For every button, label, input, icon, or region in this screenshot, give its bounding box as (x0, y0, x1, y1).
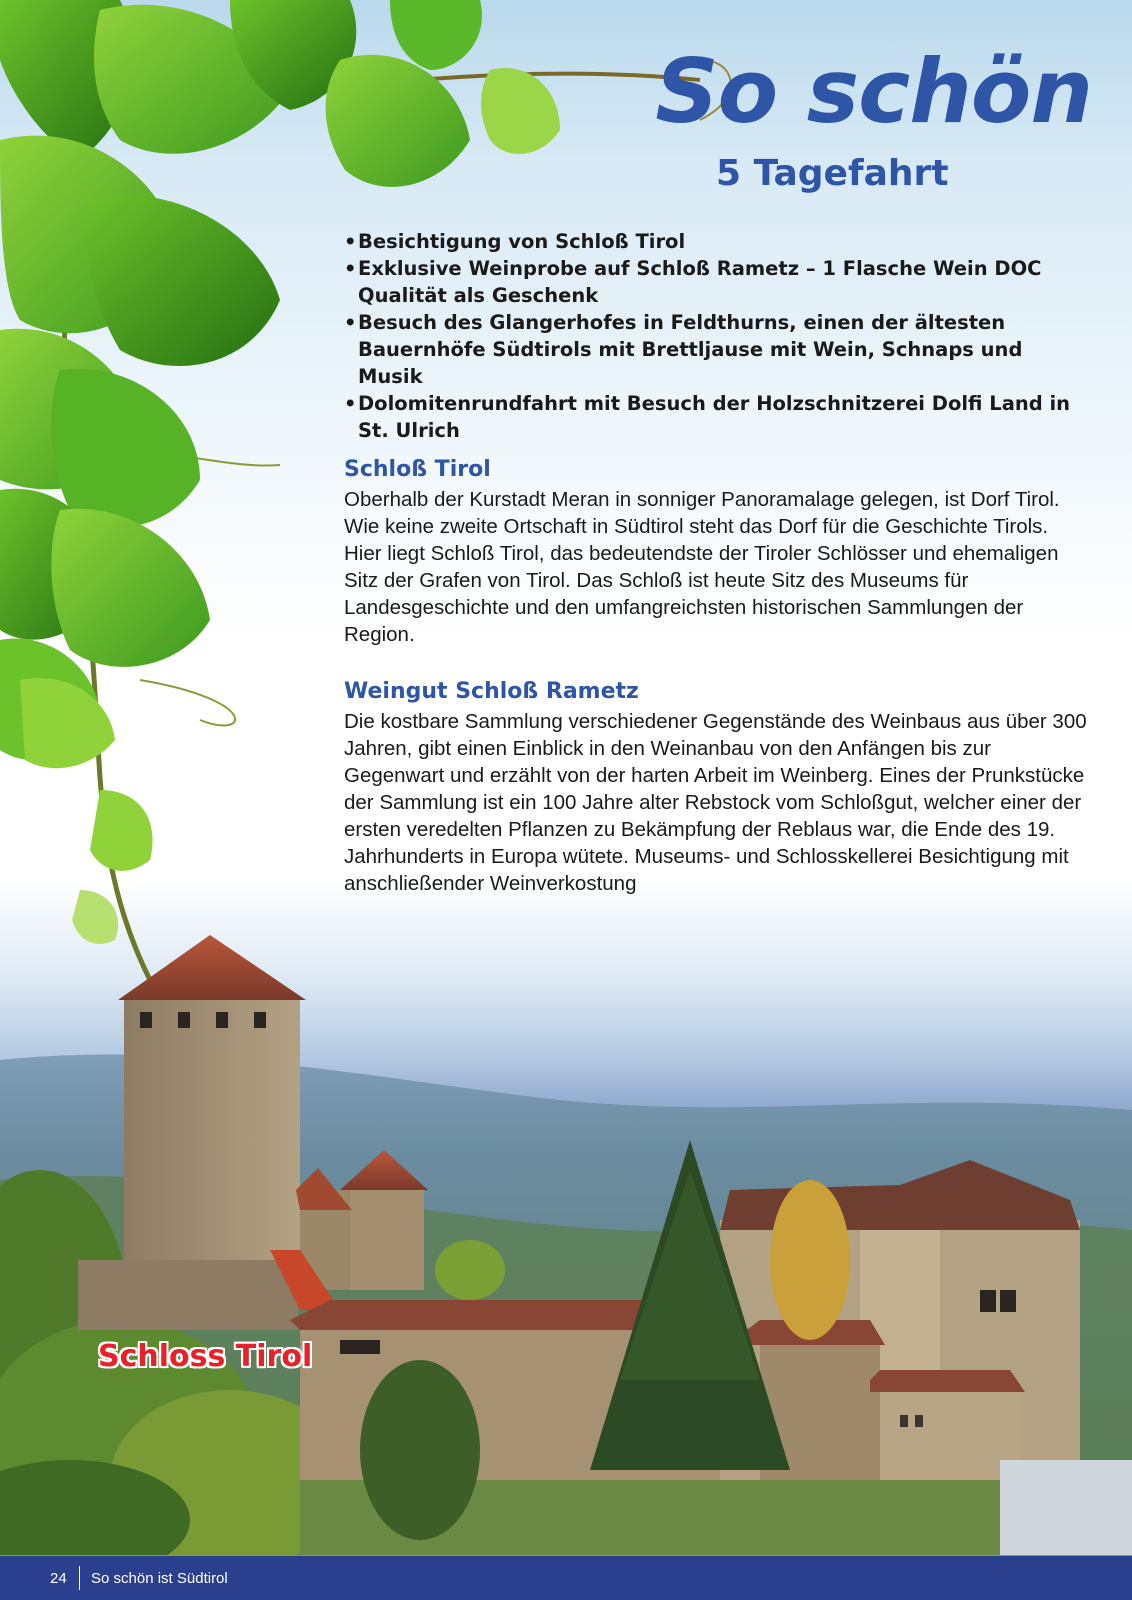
section-heading: Schloß Tirol (344, 457, 491, 482)
photo-caption: Schloss Tirol (98, 1339, 313, 1374)
page-number: 24 (50, 1570, 67, 1587)
section-body: Oberhalb der Kurstadt Meran in sonniger Panoramalage gelegen, ist Dorf Tirol. Wie keine zweite Ortschaft in Südtirol steht das Dorf für die Geschichte Tirols. Hier liegt Schloß Tirol, das bedeutendste der Tiroler Schlösser und ehemaligen Sitz der Grafen von Tirol. Das Schloß ist heute Sitz des Museums für Landesgeschichte und den umfangreichsten historischen Sammlungen der Region. (344, 488, 1060, 646)
section-body: Die kostbare Sammlung verschiedener Gegenstände des Weinbaus aus über 300 Jahren, gibt einen Einblick in den Weinanbau von den Anfängen bis zur Gegenwart und erzählt von der harten Arbeit im Weinberg. Eines der Prunkstücke der Sammlung ist ein 100 Jahre alter Rebstock vom Schloßgut, welcher einer der ersten veredelten Pflanzen zu Bekämpfung der Reblaus war, die Ende des 19. Jahrhunderts in Europa wütete. Museums- und Schlosskellerei Besichtigung mit anschließender Weinverkostung (344, 710, 1087, 895)
page-subtitle: 5 Tagefahrt (716, 153, 949, 194)
highlight-item: • Dolomitenrundfahrt mit Besuch der Holzschnitzerei Dolfi Land in St. Ulrich (344, 390, 1084, 444)
highlights-list (344, 228, 1084, 444)
page-title: So schön (655, 40, 1092, 143)
highlight-item: • Exklusive Weinprobe auf Schloß Rametz – 1 Flasche Wein DOC Qualität als Geschenk (344, 255, 1084, 309)
footer-divider (79, 1566, 80, 1590)
highlight-item: • Besichtigung von Schloß Tirol (344, 228, 1084, 255)
section-schloss-tirol (344, 456, 1090, 648)
running-title: So schön ist Südtirol (91, 1570, 228, 1587)
section-heading: Weingut Schloß Rametz (344, 679, 639, 704)
page-footer (0, 1556, 1132, 1600)
section-weingut-schloss-rametz (344, 678, 1090, 897)
highlight-item: • Besuch des Glangerhofes in Feldthurns, einen der ältesten Bauernhöfe Südtirols mit Brettljause mit Wein, Schnaps und Musik (344, 309, 1084, 390)
